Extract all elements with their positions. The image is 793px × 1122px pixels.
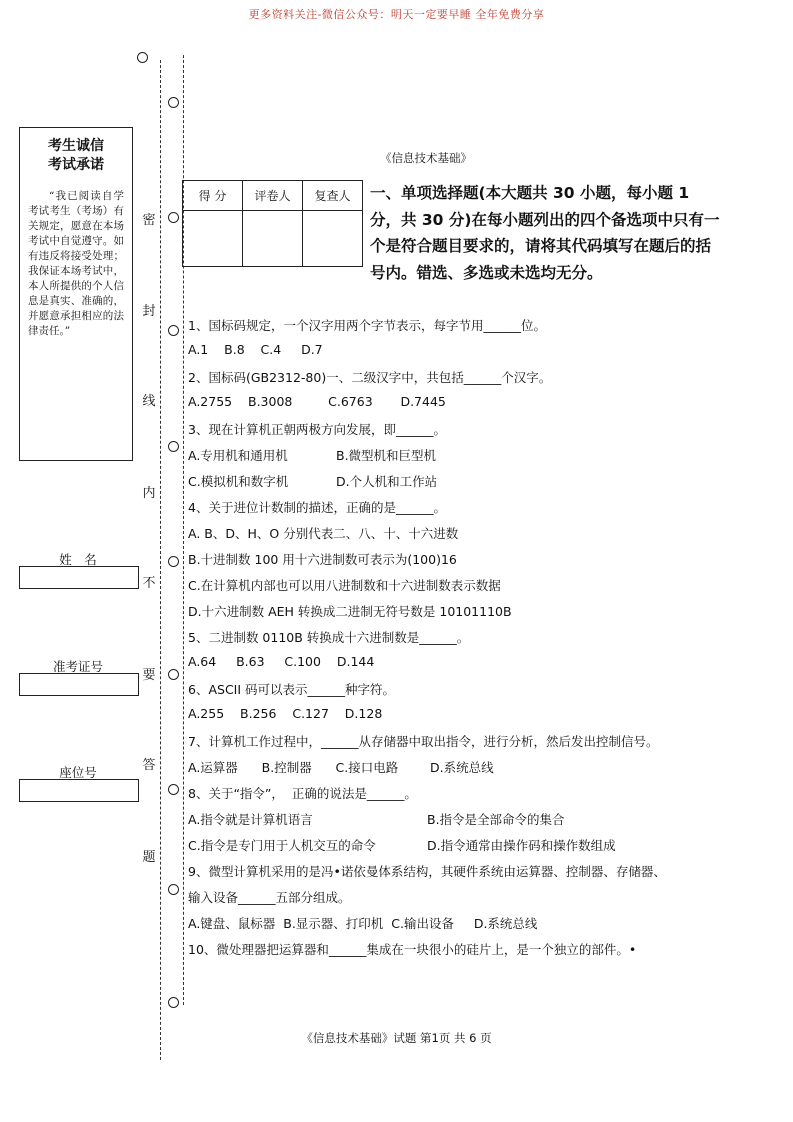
score-cell[interactable] bbox=[183, 211, 243, 267]
seat-number-label: 座位号 bbox=[59, 765, 97, 780]
question-3-option-d: D.个人机和工作站 bbox=[336, 474, 438, 489]
seal-char: 密 bbox=[142, 213, 156, 228]
question-8-option-b: B.指令是全部命令的集合 bbox=[427, 812, 565, 827]
question-3-option-c: C.模拟机和数字机 bbox=[188, 474, 289, 489]
reviewer-cell[interactable] bbox=[303, 211, 363, 267]
binding-line-left bbox=[160, 60, 161, 1060]
reviewer-header: 复查人 bbox=[303, 181, 363, 211]
question-4-option-b: B.十进制数 100 用十六进制数可表示为(100)16 bbox=[188, 552, 457, 567]
section-instructions: 一、单项选择题(本大题共 30 小题，每小题 1 分，共 30 分)在每小题列出的四个备选项中只有一个是符合题目要求的，请将其代码填写在题后的括号内。错选、多选或未选均无分。 bbox=[370, 184, 720, 282]
seat-number-field[interactable] bbox=[19, 779, 139, 802]
question-4-option-c: C.在计算机内部也可以用八进制数和十六进制数表示数据 bbox=[188, 578, 501, 593]
exam-title: 《信息技术基础》 bbox=[380, 151, 472, 165]
question-2: 2、国标码(GB2312-80)一、二级汉字中，共包括______个汉字。 bbox=[188, 370, 552, 385]
question-7-options: A.运算器 B.控制器 C.接口电路 D.系统总线 bbox=[188, 760, 494, 775]
question-5: 5、二进制数 0110B 转换成十六进制数是______。 bbox=[188, 630, 470, 645]
question-1: 1、国标码规定，一个汉字用两个字节表示，每字节用______位。 bbox=[188, 318, 546, 333]
question-6-options: A.255 B.256 C.127 D.128 bbox=[188, 706, 383, 721]
question-4-option-a: A. B、D、H、O 分别代表二、八、十、十六进数 bbox=[188, 526, 459, 541]
question-4-option-d: D.十六进制数 AEH 转换成二进制无符号数是 10101110B bbox=[188, 604, 512, 619]
question-4: 4、关于进位计数制的描述，正确的是______。 bbox=[188, 500, 446, 515]
binding-hole-circle bbox=[168, 212, 179, 223]
exam-id-field[interactable] bbox=[19, 673, 139, 696]
question-9-continued: 输入设备______五部分组成。 bbox=[188, 890, 351, 905]
score-table bbox=[182, 180, 363, 267]
question-9: 9、微型计算机采用的是冯•诺依曼体系结构，其硬件系统由运算器、控制器、存储器、 bbox=[188, 864, 666, 879]
seal-char: 答 bbox=[142, 758, 156, 773]
question-1-options: A.1 B.8 C.4 D.7 bbox=[188, 342, 323, 357]
grader-header: 评卷人 bbox=[243, 181, 303, 211]
question-8: 8、关于“指令”， 正确的说法是______。 bbox=[188, 786, 417, 801]
page-footer: 《信息技术基础》试题 第1页 共 6 页 bbox=[301, 1031, 492, 1045]
seal-char: 题 bbox=[142, 850, 156, 865]
question-3: 3、现在计算机正朝两极方向发展，即______。 bbox=[188, 422, 446, 437]
binding-hole-circle bbox=[168, 556, 179, 567]
binding-hole-circle bbox=[168, 784, 179, 795]
binding-hole-circle bbox=[168, 669, 179, 680]
binding-hole-circle bbox=[168, 997, 179, 1008]
question-8-option-d: D.指令通常由操作码和操作数组成 bbox=[427, 838, 616, 853]
question-8-option-c: C.指令是专门用于人机交互的命令 bbox=[188, 838, 376, 853]
question-9-options: A.键盘、鼠标器 B.显示器、打印机 C.输出设备 D.系统总线 bbox=[188, 916, 538, 931]
binding-hole-circle bbox=[168, 884, 179, 895]
pledge-title-line2: 考试承诺 bbox=[48, 157, 104, 173]
score-header: 得 分 bbox=[183, 181, 243, 211]
seal-char: 封 bbox=[142, 304, 156, 319]
pledge-text: “我已阅读自学考试考生（考场）有关规定，愿意在本场考试中自觉遵守。如有违反将接受处理；我保证本场考试中，本人所提供的个人信息是真实、准确的，并愿意承担相应的法律责任。” bbox=[28, 190, 124, 337]
question-10: 10、微处理器把运算器和______集成在一块很小的硅片上，是一个独立的部件。• bbox=[188, 942, 637, 957]
seal-char: 内 bbox=[142, 486, 156, 501]
question-7: 7、计算机工作过程中，______从存储器中取出指令，进行分析，然后发出控制信号。 bbox=[188, 734, 659, 749]
name-field[interactable] bbox=[19, 566, 139, 589]
header-banner: 更多资料关注-微信公众号：明天一定要早睡 全年免费分享 bbox=[248, 8, 545, 21]
grader-cell[interactable] bbox=[243, 211, 303, 267]
binding-hole-circle bbox=[168, 441, 179, 452]
binding-hole-circle bbox=[168, 325, 179, 336]
seal-char: 线 bbox=[142, 394, 156, 409]
pledge-title bbox=[20, 137, 132, 175]
question-3-option-b: B.微型机和巨型机 bbox=[336, 448, 437, 463]
question-5-options: A.64 B.63 C.100 D.144 bbox=[188, 654, 375, 669]
seal-char: 不 bbox=[142, 576, 156, 591]
question-8-option-a: A.指令就是计算机语言 bbox=[188, 812, 313, 827]
question-2-options: A.2755 B.3008 C.6763 D.7445 bbox=[188, 394, 446, 409]
exam-id-label: 准考证号 bbox=[52, 659, 103, 674]
integrity-pledge-box bbox=[19, 127, 133, 461]
question-3-option-a: A.专用机和通用机 bbox=[188, 448, 288, 463]
pledge-title-line1: 考生诚信 bbox=[48, 138, 104, 154]
seal-char: 要 bbox=[142, 668, 156, 683]
name-label: 姓 名 bbox=[59, 552, 97, 567]
question-6: 6、ASCII 码可以表示______种字符。 bbox=[188, 682, 396, 697]
binding-hole-circle bbox=[168, 97, 179, 108]
binding-hole-circle bbox=[137, 52, 148, 63]
